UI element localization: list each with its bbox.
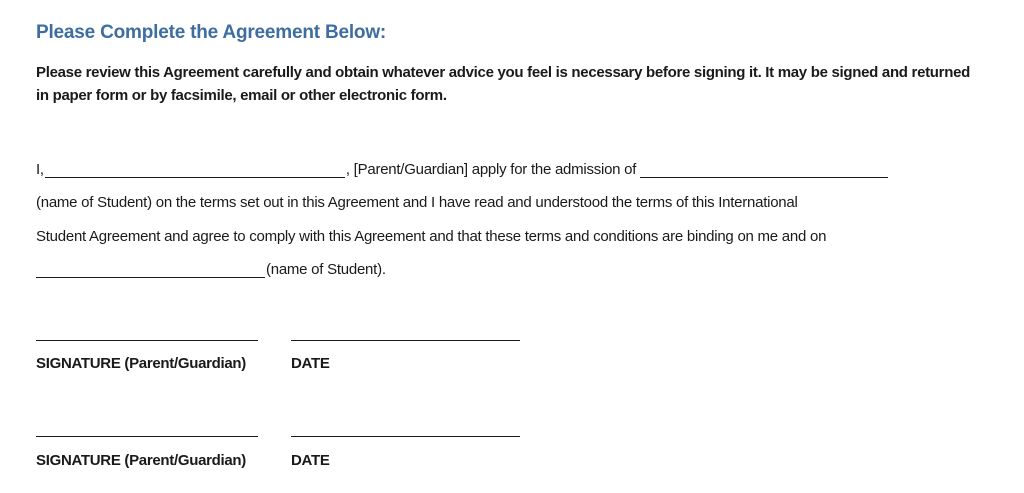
signature-line-1[interactable] <box>36 340 258 341</box>
agreement-line-1 <box>36 158 889 178</box>
agreement-line-2 <box>36 191 798 211</box>
date-line-2[interactable] <box>291 436 520 437</box>
agreement-prefix: I, <box>36 161 44 178</box>
date-line-1[interactable] <box>291 340 520 341</box>
agreement-line-4 <box>36 258 386 278</box>
agreement-text-2: (name of Student) on the terms set out in this Agreement and I have read and understood the terms of this International <box>36 194 798 211</box>
agreement-text-3: Student Agreement and agree to comply with this Agreement and that these terms and conditions are binding on me and on <box>36 228 827 245</box>
date-label-2: DATE <box>291 452 330 469</box>
intro-paragraph: Please review this Agreement carefully and obtain whatever advice you feel is necessary before signing it. It may be signed and returned in paper form or by facsimile, email or other electronic form. <box>36 64 970 104</box>
student-name-field[interactable] <box>640 162 888 178</box>
signature-label-1: SIGNATURE (Parent/Guardian) <box>36 355 246 372</box>
signature-label-2: SIGNATURE (Parent/Guardian) <box>36 452 246 469</box>
agreement-line-3 <box>36 225 826 245</box>
signature-line-2[interactable] <box>36 436 258 437</box>
agreement-suffix: (name of Student). <box>266 261 386 278</box>
date-label-1: DATE <box>291 355 330 372</box>
parent-name-field[interactable] <box>45 162 345 178</box>
page-title: Please Complete the Agreement Below: <box>36 22 387 43</box>
agreement-admission-text: , [Parent/Guardian] apply for the admission of <box>345 161 637 178</box>
student-name-field-2[interactable] <box>36 262 265 278</box>
